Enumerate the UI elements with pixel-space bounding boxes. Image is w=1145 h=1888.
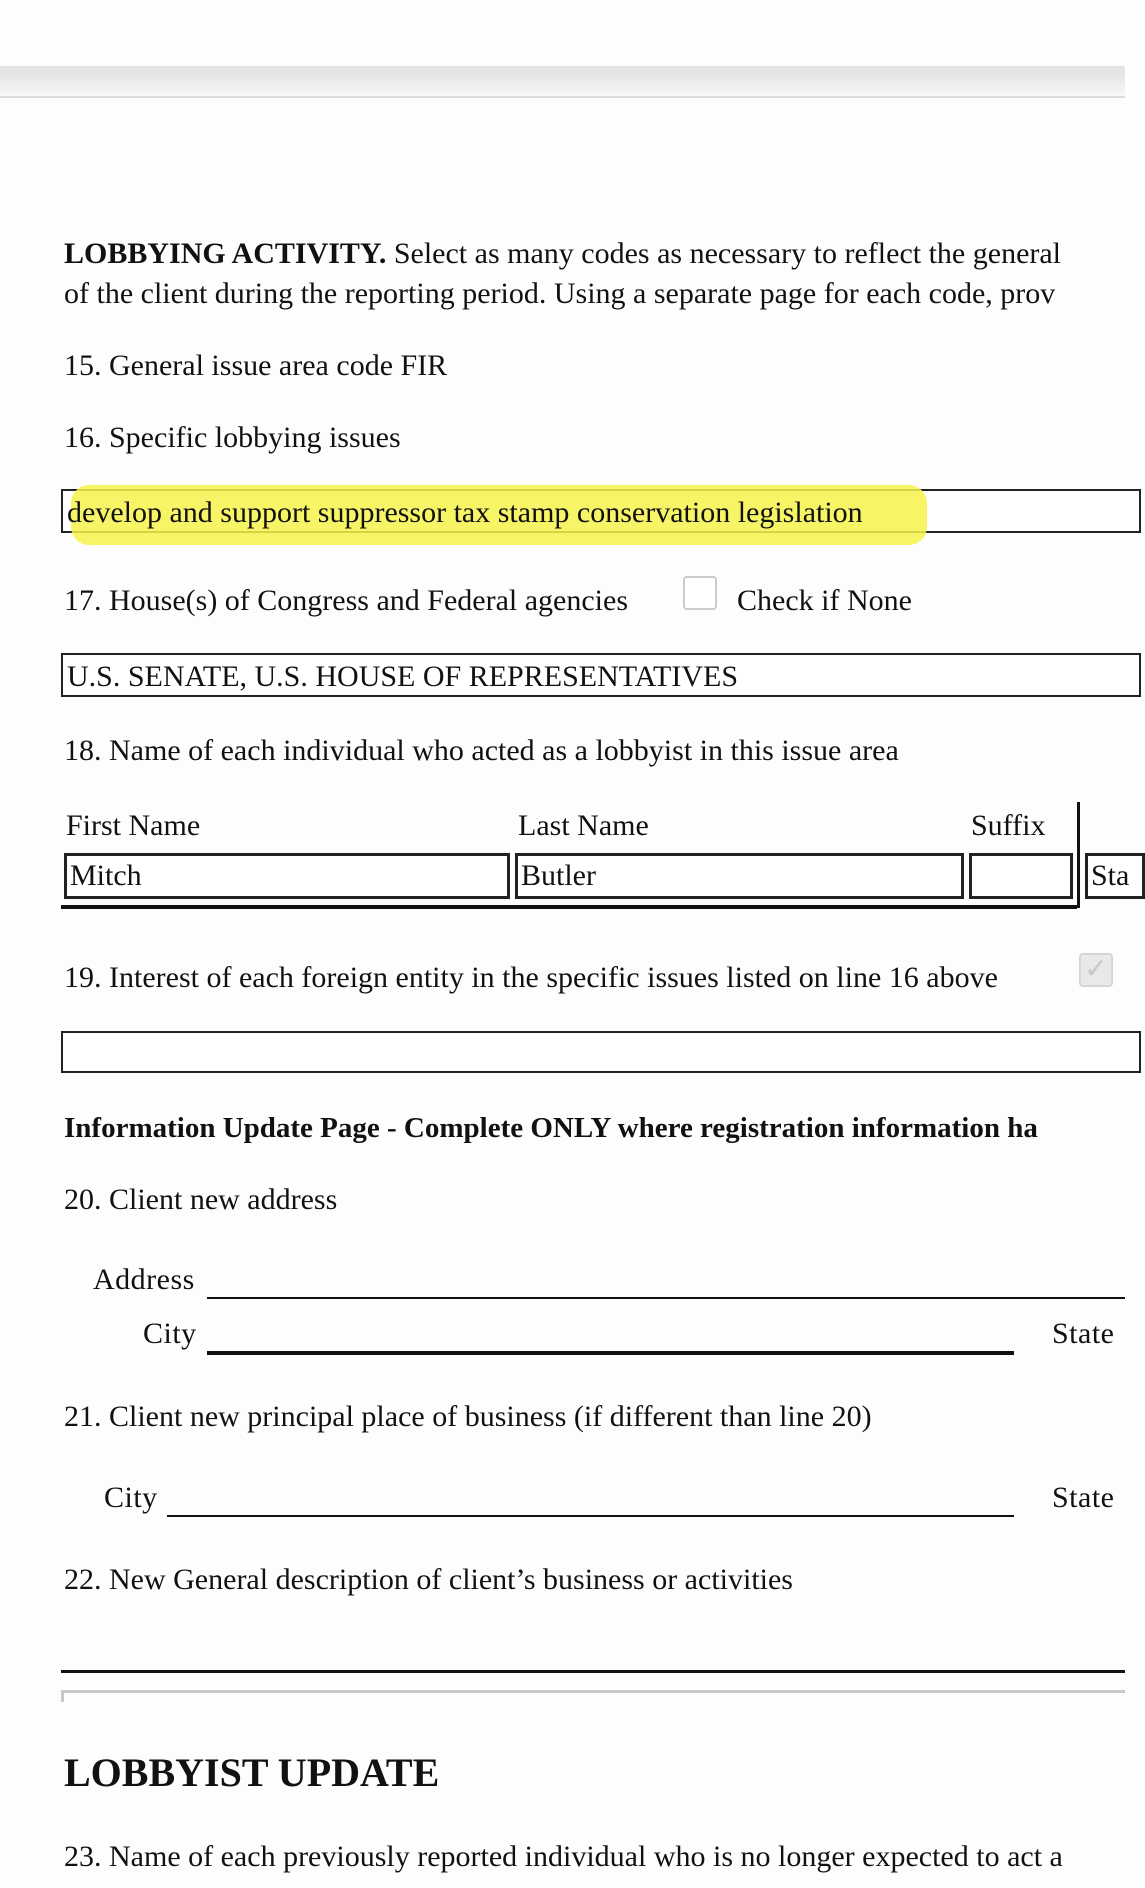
specific-issues-value: develop and support suppressor tax stamp conservation legislation xyxy=(67,496,863,529)
description-line[interactable] xyxy=(61,1670,1125,1673)
first-name-header: First Name xyxy=(66,809,201,842)
state-label: State xyxy=(1052,1317,1115,1350)
last-name-field[interactable] xyxy=(515,853,964,899)
last-name-header: Last Name xyxy=(518,809,649,842)
lobbying-activity-intro-text: Select as many codes as necessary to reflect the general xyxy=(393,237,1062,270)
lobbyist-update-heading: LOBBYIST UPDATE xyxy=(64,1750,440,1795)
city-line[interactable] xyxy=(207,1351,1014,1355)
houses-agencies-value: U.S. SENATE, U.S. HOUSE OF REPRESENTATIVES xyxy=(67,660,739,693)
column-divider xyxy=(1077,802,1080,908)
check-if-none-checkbox[interactable] xyxy=(683,576,717,610)
principal-state-label: State xyxy=(1052,1481,1115,1514)
lobbying-activity-intro-line2: of the client during the reporting period. Using a separate page for each code, prov xyxy=(64,277,1056,310)
city-label: City xyxy=(143,1317,197,1350)
section-divider xyxy=(61,1690,1125,1693)
item20-label: 20. Client new address xyxy=(64,1183,338,1216)
principal-city-label: City xyxy=(104,1481,158,1514)
item23-label: 23. Name of each previously reported individual who is no longer expected to act a xyxy=(64,1840,1063,1873)
principal-city-line[interactable] xyxy=(167,1515,1014,1517)
item18-label: 18. Name of each individual who acted as a lobbyist in this issue area xyxy=(64,734,899,767)
section-divider-corner xyxy=(61,1690,64,1702)
item19-label: 19. Interest of each foreign entity in the specific issues listed on line 16 above xyxy=(64,961,998,994)
covered-position-field-partial[interactable] xyxy=(1085,853,1145,899)
item22-label: 22. New General description of client’s business or activities xyxy=(64,1563,793,1596)
viewer-top-bar xyxy=(0,66,1125,98)
info-update-heading: Information Update Page - Complete ONLY where registration information ha xyxy=(64,1112,1038,1144)
first-name-value: Mitch xyxy=(70,859,142,892)
item17-label: 17. House(s) of Congress and Federal agencies xyxy=(64,584,629,617)
suffix-header: Suffix xyxy=(971,809,1046,842)
first-name-field[interactable] xyxy=(64,853,510,899)
table-bottom-rule xyxy=(61,905,1077,909)
last-name-value: Butler xyxy=(521,859,596,892)
lobbying-activity-heading: LOBBYING ACTIVITY. xyxy=(64,237,387,270)
suffix-field[interactable] xyxy=(969,853,1073,899)
foreign-entity-field[interactable] xyxy=(61,1031,1141,1073)
checkmark-icon: ✓ xyxy=(1084,954,1108,985)
lobbying-activity-intro-line1 xyxy=(64,236,1061,272)
item15-label: 15. General issue area code FIR xyxy=(64,349,448,382)
item21-label: 21. Client new principal place of business (if different than line 20) xyxy=(64,1400,872,1433)
item16-label: 16. Specific lobbying issues xyxy=(64,421,401,454)
check-if-none-label: Check if None xyxy=(737,584,912,617)
covered-position-value-partial: Sta xyxy=(1091,859,1130,892)
specific-issues-field[interactable] xyxy=(61,489,1141,533)
foreign-entity-checkbox[interactable] xyxy=(1079,953,1113,987)
viewer-top-divider xyxy=(0,96,1125,98)
houses-agencies-field[interactable] xyxy=(61,653,1141,697)
address-label: Address xyxy=(93,1263,195,1296)
address-line[interactable] xyxy=(207,1297,1125,1299)
